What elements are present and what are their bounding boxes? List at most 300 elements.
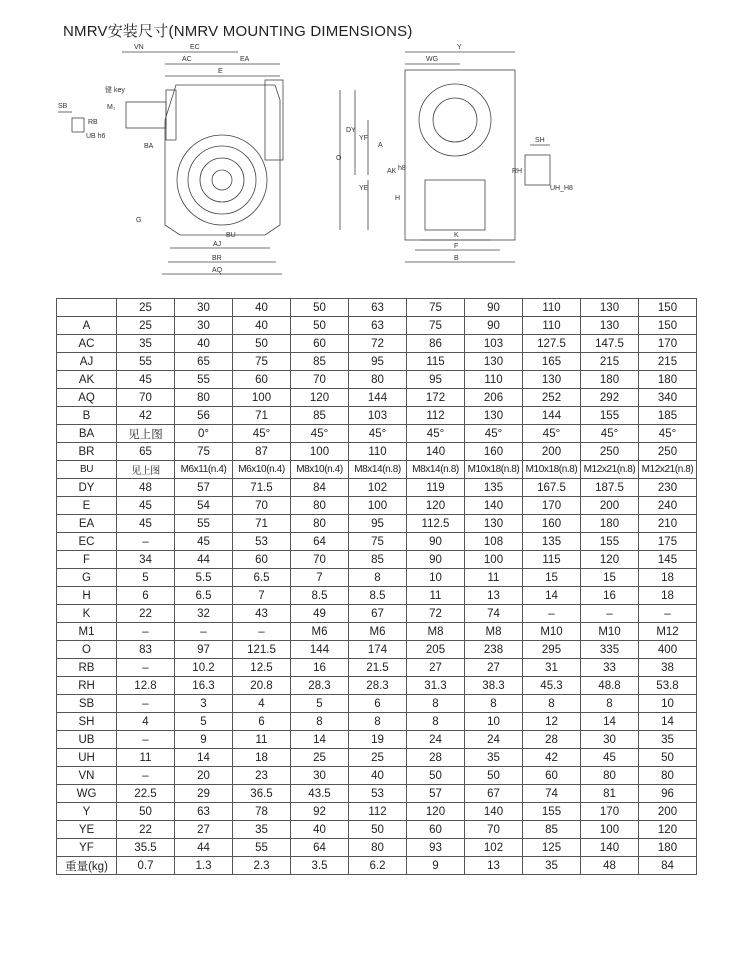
table-cell: 27 xyxy=(407,659,465,677)
table-cell: 60 xyxy=(233,551,291,569)
table-cell: 127.5 xyxy=(523,335,581,353)
table-cell: 55 xyxy=(175,371,233,389)
table-cell: 45 xyxy=(175,533,233,551)
table-cell: 115 xyxy=(523,551,581,569)
table-cell: 100 xyxy=(581,821,639,839)
table-row-label: BU xyxy=(57,461,117,479)
table-cell: 5 xyxy=(117,569,175,587)
table-row xyxy=(57,479,697,497)
label-yf: YF xyxy=(359,135,368,142)
table-cell: 85 xyxy=(291,407,349,425)
label-ac: AC xyxy=(182,56,192,63)
table-cell: 38 xyxy=(639,659,697,677)
table-cell: 7 xyxy=(233,587,291,605)
table-cell: 45° xyxy=(233,425,291,443)
table-cell: 24 xyxy=(465,731,523,749)
table-cell: 30 xyxy=(175,299,233,317)
table-cell: – xyxy=(523,605,581,623)
table-row xyxy=(57,767,697,785)
table-cell: 60 xyxy=(407,821,465,839)
table-cell: 135 xyxy=(523,533,581,551)
table-cell: 24 xyxy=(407,731,465,749)
table-cell: – xyxy=(175,623,233,641)
table-cell: 8 xyxy=(349,713,407,731)
table-cell: 67 xyxy=(465,785,523,803)
table-cell: 90 xyxy=(465,317,523,335)
table-cell: 112.5 xyxy=(407,515,465,533)
table-cell: 103 xyxy=(349,407,407,425)
table-cell: 21.5 xyxy=(349,659,407,677)
table-cell: 30 xyxy=(175,317,233,335)
table-cell: 35 xyxy=(233,821,291,839)
table-cell: 103 xyxy=(465,335,523,353)
table-cell: 28 xyxy=(407,749,465,767)
table-cell: 85 xyxy=(523,821,581,839)
table-cell: 10.2 xyxy=(175,659,233,677)
table-cell: 55 xyxy=(117,353,175,371)
table-cell: 71 xyxy=(233,407,291,425)
table-cell: 49 xyxy=(291,605,349,623)
table-cell: 27 xyxy=(175,821,233,839)
table-row-label: K xyxy=(57,605,117,623)
table-cell: 4 xyxy=(117,713,175,731)
table-row-label: H xyxy=(57,587,117,605)
key-detail xyxy=(72,118,84,132)
table-cell: 11 xyxy=(233,731,291,749)
table-cell: 167.5 xyxy=(523,479,581,497)
table-cell: M6 xyxy=(349,623,407,641)
table-cell: 200 xyxy=(581,497,639,515)
table-cell: 155 xyxy=(581,533,639,551)
table-row xyxy=(57,623,697,641)
table-cell: 45° xyxy=(465,425,523,443)
table-cell: 12.5 xyxy=(233,659,291,677)
table-cell: 140 xyxy=(407,443,465,461)
table-row xyxy=(57,551,697,569)
table-cell: 80 xyxy=(639,767,697,785)
table-cell: 67 xyxy=(349,605,407,623)
label-ea: EA xyxy=(240,56,250,63)
table-cell: 50 xyxy=(465,767,523,785)
table-cell: 335 xyxy=(581,641,639,659)
table-cell: 16.3 xyxy=(175,677,233,695)
table-cell: 175 xyxy=(639,533,697,551)
technical-drawing-svg xyxy=(50,40,710,290)
table-cell: 174 xyxy=(349,641,407,659)
table-row xyxy=(57,659,697,677)
table-cell: 100 xyxy=(349,497,407,515)
table-cell: 0° xyxy=(175,425,233,443)
table-cell: 6 xyxy=(117,587,175,605)
table-cell: 31.3 xyxy=(407,677,465,695)
table-cell: 18 xyxy=(639,569,697,587)
table-cell: 80 xyxy=(349,839,407,857)
table-cell: 80 xyxy=(291,497,349,515)
table-cell: 80 xyxy=(291,515,349,533)
page-title: NMRV安装尺寸(NMRV MOUNTING DIMENSIONS) xyxy=(63,23,413,40)
table-row-label: YE xyxy=(57,821,117,839)
table-cell: 144 xyxy=(349,389,407,407)
table-cell: M8 xyxy=(465,623,523,641)
table-row xyxy=(57,389,697,407)
table-cell: 135 xyxy=(465,479,523,497)
input-flange xyxy=(166,90,176,140)
table-cell: 160 xyxy=(465,443,523,461)
table-cell: 120 xyxy=(407,497,465,515)
label-ec: EC xyxy=(190,44,200,51)
table-row xyxy=(57,749,697,767)
table-cell: M6x10(n.4) xyxy=(233,461,291,479)
table-cell: 45 xyxy=(117,515,175,533)
table-cell: 102 xyxy=(349,479,407,497)
table-cell: 20 xyxy=(175,767,233,785)
table-cell: 38.3 xyxy=(465,677,523,695)
table-cell: 20.8 xyxy=(233,677,291,695)
table-cell: 32 xyxy=(175,605,233,623)
table-row-label: G xyxy=(57,569,117,587)
table-cell: 54 xyxy=(175,497,233,515)
table-row-label: O xyxy=(57,641,117,659)
table-row-label: 重量(kg) xyxy=(57,857,117,875)
table-cell: 11 xyxy=(407,587,465,605)
table-cell: 40 xyxy=(233,317,291,335)
table-cell: 87 xyxy=(233,443,291,461)
table-cell: 27 xyxy=(465,659,523,677)
table-row-label: BA xyxy=(57,425,117,443)
table-row-label: E xyxy=(57,497,117,515)
table-row xyxy=(57,605,697,623)
label-y: Y xyxy=(457,44,462,51)
table-cell: – xyxy=(117,659,175,677)
table-cell: 130 xyxy=(581,299,639,317)
table-row xyxy=(57,533,697,551)
table-cell: 170 xyxy=(523,497,581,515)
table-cell: 80 xyxy=(581,767,639,785)
table-cell: 102 xyxy=(465,839,523,857)
table-cell: 22 xyxy=(117,605,175,623)
table-cell: 35.5 xyxy=(117,839,175,857)
label-ub: UB h6 xyxy=(86,133,106,140)
table-row-label: UH xyxy=(57,749,117,767)
table-cell: 63 xyxy=(175,803,233,821)
table-cell: 13 xyxy=(465,587,523,605)
table-cell: – xyxy=(581,605,639,623)
table-cell: M10x18(n.8) xyxy=(523,461,581,479)
label-rb: RB xyxy=(88,119,98,126)
table-cell: 48 xyxy=(117,479,175,497)
table-row-label: BR xyxy=(57,443,117,461)
table-cell: 84 xyxy=(639,857,697,875)
table-cell: 22.5 xyxy=(117,785,175,803)
label-f: F xyxy=(454,243,459,250)
table-cell: 400 xyxy=(639,641,697,659)
table-cell: 72 xyxy=(349,335,407,353)
table-cell: 93 xyxy=(407,839,465,857)
table-cell: 8 xyxy=(349,569,407,587)
table-cell: 78 xyxy=(233,803,291,821)
label-key: 键 key xyxy=(105,87,125,94)
table-cell: 36.5 xyxy=(233,785,291,803)
output-bore-inner xyxy=(200,158,244,202)
table-cell: 64 xyxy=(291,533,349,551)
table-cell: – xyxy=(233,623,291,641)
table-row xyxy=(57,569,697,587)
table-cell: 45 xyxy=(581,749,639,767)
table-cell: 8 xyxy=(407,695,465,713)
table-cell: 100 xyxy=(291,443,349,461)
label-ye: YE xyxy=(359,185,369,192)
table-cell: 100 xyxy=(233,389,291,407)
table-cell: 83 xyxy=(117,641,175,659)
table-cell: M10x18(n.8) xyxy=(465,461,523,479)
label-wg: WG xyxy=(426,56,439,63)
table-cell: 250 xyxy=(581,443,639,461)
table-cell: 120 xyxy=(407,803,465,821)
table-cell: 85 xyxy=(349,551,407,569)
table-row xyxy=(57,425,697,443)
table-cell: – xyxy=(117,767,175,785)
table-header-row xyxy=(57,299,697,317)
table-cell: 200 xyxy=(523,443,581,461)
table-cell: 144 xyxy=(523,407,581,425)
table-cell: 90 xyxy=(465,299,523,317)
table-cell: 5.5 xyxy=(175,569,233,587)
table-row xyxy=(57,497,697,515)
table-cell: 75 xyxy=(349,533,407,551)
table-cell: 43 xyxy=(233,605,291,623)
table-cell: 50 xyxy=(291,317,349,335)
table-cell: 0.7 xyxy=(117,857,175,875)
table-cell: 120 xyxy=(291,389,349,407)
table-cell: – xyxy=(117,731,175,749)
table-cell: M10 xyxy=(523,623,581,641)
table-cell: 120 xyxy=(639,821,697,839)
table-cell: 45° xyxy=(349,425,407,443)
worm-mesh-circle xyxy=(433,98,477,142)
table-cell: 4 xyxy=(233,695,291,713)
table-cell: 180 xyxy=(639,839,697,857)
table-row-label xyxy=(57,299,117,317)
table-cell: 55 xyxy=(175,515,233,533)
table-cell: 95 xyxy=(349,353,407,371)
table-cell: 44 xyxy=(175,551,233,569)
table-row xyxy=(57,839,697,857)
table-cell: 42 xyxy=(523,749,581,767)
table-cell: 3.5 xyxy=(291,857,349,875)
table-cell: 130 xyxy=(581,317,639,335)
base-block xyxy=(425,180,485,230)
table-cell: 100 xyxy=(465,551,523,569)
table-cell: 8 xyxy=(407,713,465,731)
table-cell: 1.3 xyxy=(175,857,233,875)
table-row xyxy=(57,695,697,713)
table-cell: 14 xyxy=(291,731,349,749)
dimensions-table xyxy=(56,298,697,875)
label-m1: M₁ xyxy=(107,104,116,111)
table-cell: 7 xyxy=(291,569,349,587)
table-cell: 14 xyxy=(581,713,639,731)
table-cell: 35 xyxy=(465,749,523,767)
table-cell: 240 xyxy=(639,497,697,515)
table-cell: 9 xyxy=(407,857,465,875)
table-cell: 96 xyxy=(639,785,697,803)
table-cell: 75 xyxy=(407,317,465,335)
table-cell: 65 xyxy=(117,443,175,461)
table-cell: 64 xyxy=(291,839,349,857)
table-cell: 60 xyxy=(233,371,291,389)
table-cell: 50 xyxy=(639,749,697,767)
table-cell: 45° xyxy=(291,425,349,443)
table-cell: 见上图 xyxy=(117,425,175,443)
table-cell: 75 xyxy=(233,353,291,371)
table-cell: 9 xyxy=(175,731,233,749)
table-cell: – xyxy=(117,533,175,551)
table-cell: 140 xyxy=(465,803,523,821)
table-cell: 150 xyxy=(639,317,697,335)
table-cell: 75 xyxy=(175,443,233,461)
table-cell: 33 xyxy=(581,659,639,677)
table-cell: 130 xyxy=(465,407,523,425)
table-cell: 340 xyxy=(639,389,697,407)
table-cell: 16 xyxy=(581,587,639,605)
table-cell: 252 xyxy=(523,389,581,407)
table-cell: M8 xyxy=(407,623,465,641)
table-row xyxy=(57,821,697,839)
table-cell: 165 xyxy=(523,353,581,371)
table-row-label: M1 xyxy=(57,623,117,641)
table-row-label: RB xyxy=(57,659,117,677)
table-cell: 63 xyxy=(349,317,407,335)
table-cell: 6 xyxy=(233,713,291,731)
table-cell: 70 xyxy=(465,821,523,839)
table-cell: 30 xyxy=(291,767,349,785)
table-cell: 16 xyxy=(291,659,349,677)
table-row xyxy=(57,515,697,533)
table-cell: 160 xyxy=(523,515,581,533)
table-cell: 90 xyxy=(407,533,465,551)
label-sb: SB xyxy=(58,103,68,110)
mounting-dimensions-drawing xyxy=(50,40,710,290)
table-cell: 15 xyxy=(523,569,581,587)
table-cell: 28 xyxy=(523,731,581,749)
table-cell: 18 xyxy=(233,749,291,767)
table-cell: M12x21(n.8) xyxy=(639,461,697,479)
table-cell: 155 xyxy=(581,407,639,425)
table-cell: 71 xyxy=(233,515,291,533)
table-row-label: DY xyxy=(57,479,117,497)
table-cell: 11 xyxy=(117,749,175,767)
table-cell: 23 xyxy=(233,767,291,785)
table-cell: 14 xyxy=(175,749,233,767)
table-cell: 12 xyxy=(523,713,581,731)
label-bu: BU xyxy=(226,232,236,239)
table-row xyxy=(57,677,697,695)
table-cell: – xyxy=(117,695,175,713)
table-cell: 75 xyxy=(407,299,465,317)
table-cell: 40 xyxy=(349,767,407,785)
table-cell: 250 xyxy=(639,443,697,461)
table-cell: 95 xyxy=(407,371,465,389)
table-cell: – xyxy=(639,605,697,623)
table-cell: 92 xyxy=(291,803,349,821)
table-row xyxy=(57,461,697,479)
table-cell: 144 xyxy=(291,641,349,659)
label-br: BR xyxy=(212,255,222,262)
label-uh: UH_H8 xyxy=(550,185,573,192)
label-a: A xyxy=(378,142,383,149)
label-e: E xyxy=(218,68,223,75)
table-cell: 70 xyxy=(291,371,349,389)
table-cell: 53 xyxy=(233,533,291,551)
table-row-label: UB xyxy=(57,731,117,749)
table-row xyxy=(57,785,697,803)
table-row-label: SB xyxy=(57,695,117,713)
table-cell: 130 xyxy=(465,353,523,371)
table-cell: 180 xyxy=(639,371,697,389)
table-cell: 74 xyxy=(465,605,523,623)
table-cell: 210 xyxy=(639,515,697,533)
table-cell: 10 xyxy=(639,695,697,713)
table-cell: 19 xyxy=(349,731,407,749)
table-cell: 172 xyxy=(407,389,465,407)
table-cell: 40 xyxy=(233,299,291,317)
table-cell: 56 xyxy=(175,407,233,425)
table-cell: 155 xyxy=(523,803,581,821)
table-row-label: Y xyxy=(57,803,117,821)
table-cell: 55 xyxy=(233,839,291,857)
table-cell: 140 xyxy=(581,839,639,857)
label-g: G xyxy=(136,217,142,224)
table-cell: 45° xyxy=(523,425,581,443)
table-cell: 53.8 xyxy=(639,677,697,695)
table-row xyxy=(57,713,697,731)
table-cell: 28.3 xyxy=(291,677,349,695)
table-cell: 230 xyxy=(639,479,697,497)
table-row-label: SH xyxy=(57,713,117,731)
table-cell: 2.3 xyxy=(233,857,291,875)
table-cell: 108 xyxy=(465,533,523,551)
table-cell: 50 xyxy=(233,335,291,353)
table-cell: 238 xyxy=(465,641,523,659)
table-cell: 40 xyxy=(291,821,349,839)
table-cell: 45 xyxy=(117,497,175,515)
table-cell: 35 xyxy=(117,335,175,353)
table-cell: M10 xyxy=(581,623,639,641)
table-cell: 110 xyxy=(523,299,581,317)
table-cell: 140 xyxy=(465,497,523,515)
table-cell: 170 xyxy=(639,335,697,353)
table-cell: 6 xyxy=(349,695,407,713)
table-cell: M8x14(n.8) xyxy=(407,461,465,479)
table-cell: 25 xyxy=(117,317,175,335)
table-cell: 13 xyxy=(465,857,523,875)
label-h8: h8 xyxy=(398,165,406,172)
table-cell: 50 xyxy=(407,767,465,785)
table-cell: 72 xyxy=(407,605,465,623)
table-cell: 292 xyxy=(581,389,639,407)
table-cell: 50 xyxy=(349,821,407,839)
table-cell: 70 xyxy=(291,551,349,569)
table-cell: 35 xyxy=(639,731,697,749)
label-rh: RH xyxy=(512,168,523,175)
table-cell: 74 xyxy=(523,785,581,803)
table-cell: 53 xyxy=(349,785,407,803)
table-cell: 8 xyxy=(581,695,639,713)
table-cell: 95 xyxy=(349,515,407,533)
table-cell: 25 xyxy=(291,749,349,767)
table-row-label: WG xyxy=(57,785,117,803)
worm-housing-circle xyxy=(419,84,491,156)
